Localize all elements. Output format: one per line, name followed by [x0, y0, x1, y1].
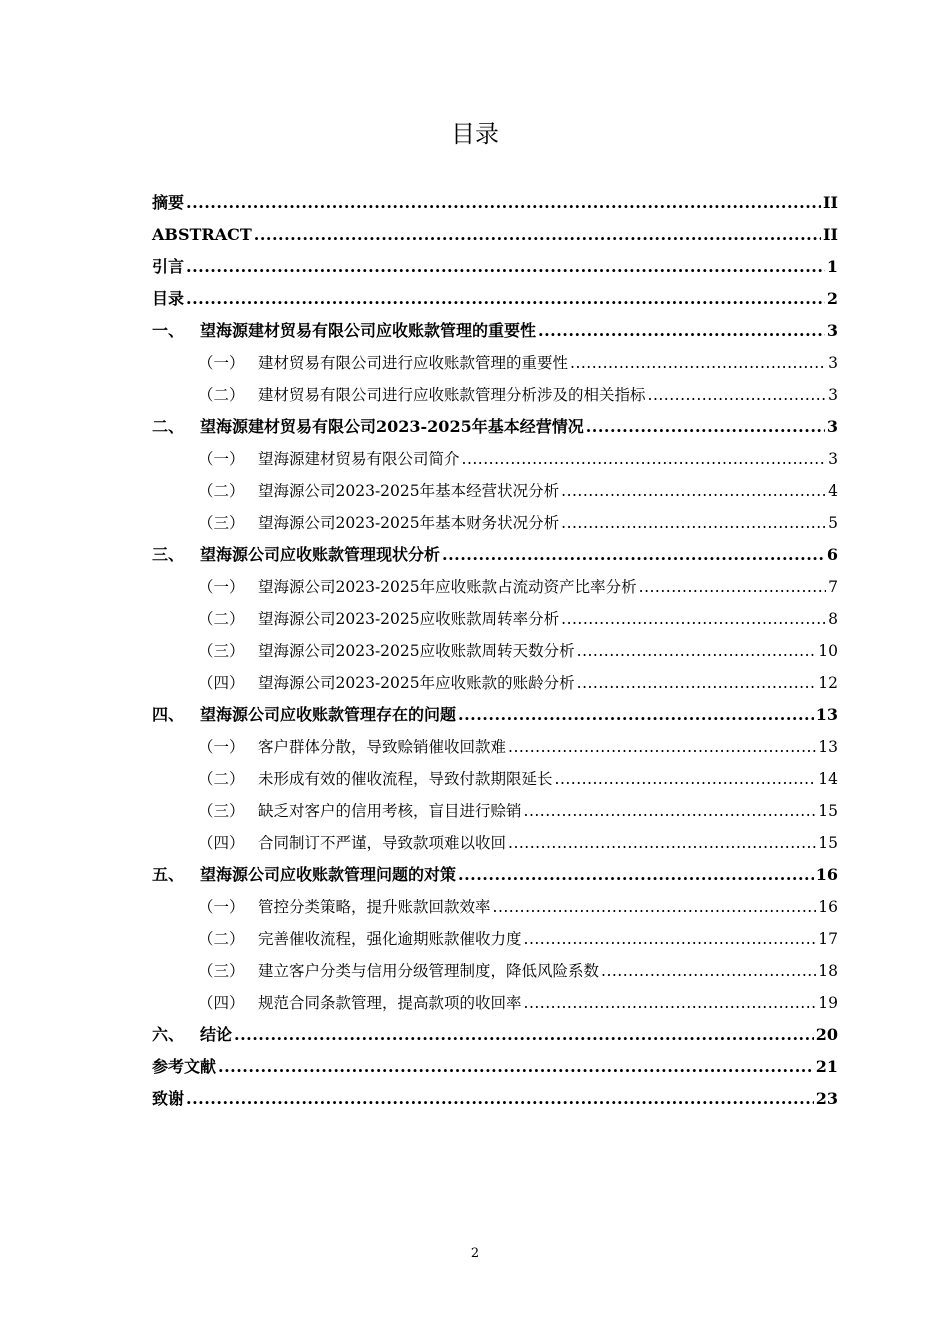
toc-row[interactable] [152, 276, 838, 308]
toc-page-number: 23 [815, 1089, 838, 1108]
toc-page-number: 13 [815, 705, 838, 724]
toc-number: （二） [198, 610, 245, 628]
toc-page-number: 17 [818, 930, 838, 948]
toc-number: 四、 [152, 705, 185, 724]
toc-page-number: 1 [826, 257, 838, 276]
toc-leader-dots [458, 866, 814, 884]
toc-leader-dots [648, 386, 826, 404]
toc-number: （三） [198, 802, 245, 820]
toc-title: 望海源公司2023-2025年基本经营状况分析 [258, 482, 560, 500]
toc-title: 望海源公司2023-2025年应收账款的账龄分析 [258, 674, 575, 692]
toc-row[interactable] [152, 692, 838, 724]
toc-number: （二） [198, 482, 245, 500]
toc-leader-dots [458, 706, 814, 724]
toc-title: 结论 [200, 1025, 233, 1044]
toc-title: 引言 [152, 257, 185, 276]
toc-number: （一） [198, 354, 245, 372]
toc-leader-dots [186, 194, 821, 212]
toc-title: 望海源公司应收账款管理存在的问题 [200, 705, 457, 724]
toc-number: （三） [198, 962, 245, 980]
toc-row[interactable] [152, 660, 838, 692]
toc-row[interactable] [152, 340, 838, 372]
toc-title: 致谢 [152, 1089, 185, 1108]
toc-row[interactable] [152, 468, 838, 500]
toc-title: 望海源建材贸易有限公司简介 [258, 450, 460, 468]
toc-page-number: 18 [818, 962, 838, 980]
toc-number: 二、 [152, 417, 185, 436]
toc-title: 规范合同条款管理，提高款项的收回率 [258, 994, 522, 1012]
toc-title: 合同制订不严谨，导致款项难以收回 [258, 834, 507, 852]
toc-row[interactable] [152, 212, 838, 244]
toc-page-number: 7 [828, 578, 838, 596]
toc-row[interactable] [152, 756, 838, 788]
toc-title: 完善催收流程，强化逾期账款催收力度 [258, 930, 522, 948]
toc-row[interactable] [152, 948, 838, 980]
toc-title: 望海源公司2023-2025应收账款周转率分析 [258, 610, 560, 628]
toc-title: 摘要 [152, 193, 185, 212]
toc-page-number: 21 [815, 1057, 838, 1076]
toc-page-number: 16 [818, 898, 838, 916]
toc-title: 建材贸易有限公司进行应收账款管理分析涉及的相关指标 [258, 386, 646, 404]
toc-number: （一） [198, 738, 245, 756]
toc-row[interactable] [152, 980, 838, 1012]
toc-leader-dots [561, 610, 826, 628]
toc-leader-dots [570, 354, 826, 372]
toc-title: 缺乏对客户的信用考核，盲目进行赊销 [258, 802, 522, 820]
toc-row[interactable] [152, 564, 838, 596]
toc-page-number: 3 [826, 417, 838, 436]
toc-leader-dots [493, 898, 817, 916]
toc-row[interactable] [152, 532, 838, 564]
toc-number: （四） [198, 994, 245, 1012]
toc-title: 望海源建材贸易有限公司2023-2025年基本经营情况 [200, 417, 584, 436]
toc-leader-dots [577, 642, 817, 660]
toc-page-number: 3 [828, 386, 838, 404]
toc-leader-dots [524, 930, 817, 948]
toc-title: 建立客户分类与信用分级管理制度，降低风险系数 [258, 962, 600, 980]
toc-leader-dots [639, 578, 826, 596]
toc-number: 五、 [152, 865, 185, 884]
toc-row[interactable] [152, 884, 838, 916]
toc-title: 望海源公司2023-2025应收账款周转天数分析 [258, 642, 575, 660]
toc-leader-dots [555, 770, 817, 788]
toc-number: （三） [198, 642, 245, 660]
toc-page-number: 2 [826, 289, 838, 308]
toc-leader-dots [234, 1026, 814, 1044]
toc-page-number: 3 [828, 450, 838, 468]
toc-title: 望海源公司应收账款管理现状分析 [200, 545, 441, 564]
toc-number: 一、 [152, 321, 185, 340]
toc-leader-dots [462, 450, 826, 468]
toc-title: 管控分类策略，提升账款回款效率 [258, 898, 491, 916]
toc-title: 望海源公司2023-2025年应收账款占流动资产比率分析 [258, 578, 637, 596]
toc-row[interactable] [152, 372, 838, 404]
toc-row[interactable] [152, 180, 838, 212]
toc-page-number: 13 [818, 738, 838, 756]
toc-number: 三、 [152, 545, 185, 564]
toc-leader-dots [524, 994, 817, 1012]
toc-page-number: 8 [828, 610, 838, 628]
toc-row[interactable] [152, 596, 838, 628]
toc-page-number: 15 [818, 834, 838, 852]
toc-page-number: 14 [818, 770, 838, 788]
table-of-contents [152, 180, 838, 1108]
toc-leader-dots [218, 1058, 814, 1076]
toc-row[interactable] [152, 436, 838, 468]
toc-page-number: 4 [828, 482, 838, 500]
toc-row[interactable] [152, 628, 838, 660]
toc-leader-dots [186, 290, 825, 308]
toc-leader-dots [577, 674, 817, 692]
toc-leader-dots [524, 802, 817, 820]
toc-leader-dots [186, 258, 825, 276]
toc-number: （二） [198, 770, 245, 788]
toc-title: 望海源公司应收账款管理问题的对策 [200, 865, 457, 884]
toc-leader-dots [601, 962, 816, 980]
toc-title: 建材贸易有限公司进行应收账款管理的重要性 [258, 354, 569, 372]
page-title: 目录 [451, 120, 499, 148]
toc-title: 客户群体分散，导致赊销催收回款难 [258, 738, 507, 756]
toc-page-number: 10 [818, 642, 838, 660]
toc-title: ABSTRACT [152, 225, 252, 244]
toc-row[interactable] [152, 308, 838, 340]
toc-title: 目录 [152, 289, 185, 308]
toc-row[interactable] [152, 244, 838, 276]
toc-leader-dots [538, 322, 825, 340]
toc-row[interactable] [152, 1076, 838, 1108]
toc-row[interactable] [152, 404, 838, 436]
toc-leader-dots [254, 226, 821, 244]
toc-leader-dots [586, 418, 825, 436]
toc-leader-dots [442, 546, 825, 564]
toc-page-number: 16 [815, 865, 838, 884]
toc-row[interactable] [152, 916, 838, 948]
toc-title: 望海源公司2023-2025年基本财务状况分析 [258, 514, 560, 532]
toc-number: （一） [198, 898, 245, 916]
toc-page-number: 6 [826, 545, 838, 564]
toc-number: （三） [198, 514, 245, 532]
toc-number: （一） [198, 450, 245, 468]
toc-number: （二） [198, 386, 245, 404]
toc-leader-dots [561, 482, 826, 500]
toc-row[interactable] [152, 500, 838, 532]
toc-row[interactable] [152, 820, 838, 852]
toc-number: （二） [198, 930, 245, 948]
toc-row[interactable] [152, 724, 838, 756]
toc-number: 六、 [152, 1025, 185, 1044]
toc-title: 未形成有效的催收流程，导致付款期限延长 [258, 770, 553, 788]
toc-page-number: II [823, 193, 838, 212]
toc-leader-dots [508, 738, 816, 756]
page-number-footer: 2 [470, 1246, 480, 1261]
toc-page-number: II [823, 225, 838, 244]
toc-leader-dots [186, 1090, 814, 1108]
toc-page-number: 15 [818, 802, 838, 820]
toc-leader-dots [508, 834, 816, 852]
toc-page-number: 3 [828, 354, 838, 372]
toc-row[interactable] [152, 852, 838, 884]
toc-row[interactable] [152, 1044, 838, 1076]
toc-title: 望海源建材贸易有限公司应收账款管理的重要性 [200, 321, 537, 340]
toc-page-number: 3 [826, 321, 838, 340]
toc-number: （四） [198, 834, 245, 852]
toc-page-number: 20 [815, 1025, 838, 1044]
toc-page-number: 5 [828, 514, 838, 532]
toc-title: 参考文献 [152, 1057, 217, 1076]
toc-leader-dots [561, 514, 826, 532]
toc-page-number: 12 [818, 674, 838, 692]
toc-number: （四） [198, 674, 245, 692]
toc-page-number: 19 [818, 994, 838, 1012]
toc-row[interactable] [152, 1012, 838, 1044]
toc-number: （一） [198, 578, 245, 596]
toc-row[interactable] [152, 788, 838, 820]
